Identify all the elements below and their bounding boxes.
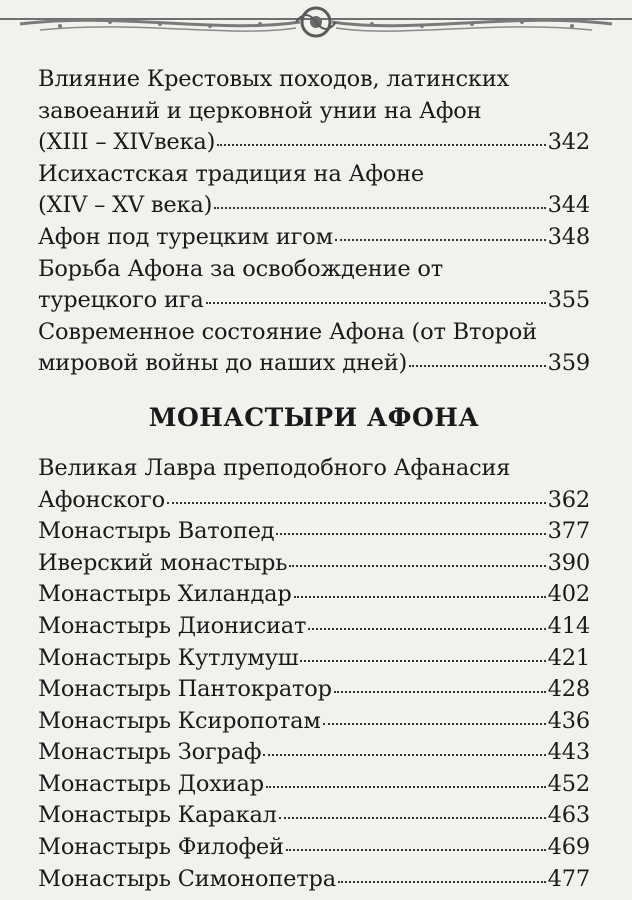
page-number: 355 — [547, 287, 590, 314]
dot-leader — [300, 660, 545, 662]
toc-entry[interactable] — [38, 159, 590, 222]
page-number: 390 — [547, 549, 590, 576]
toc-entry-title-line: Афон под турецким игом — [38, 223, 333, 250]
toc-entry-title-line: Монастырь Филофей — [38, 834, 284, 861]
toc-entry[interactable] — [38, 832, 590, 864]
page-number: 362 — [547, 486, 590, 513]
toc-entry-leader-line — [38, 611, 590, 643]
dot-leader — [409, 365, 546, 367]
toc-entry-leader-line — [38, 548, 590, 580]
dot-leader — [276, 533, 545, 535]
toc-entry-title-line: Монастырь Дионисиат — [38, 612, 307, 639]
toc-entry[interactable] — [38, 611, 590, 643]
toc-entry-title-line: Монастырь Ватопед — [38, 518, 275, 545]
page-number: 377 — [547, 518, 590, 545]
page-number: 469 — [547, 834, 590, 861]
toc-entry-title-line: Великая Лавра преподобного Афанасия — [38, 454, 511, 481]
page-number: 359 — [547, 350, 590, 377]
toc-entry[interactable] — [38, 254, 590, 317]
toc-entry-leader-line — [38, 485, 590, 517]
toc-entry[interactable] — [38, 516, 590, 548]
page-number: 414 — [547, 612, 590, 639]
dot-leader — [263, 754, 545, 756]
dot-leader — [217, 144, 545, 146]
page-number: 421 — [547, 644, 590, 671]
toc-entry-title-line: Борьба Афона за освобождение от — [38, 255, 444, 282]
toc-entry[interactable] — [38, 222, 590, 254]
toc-entry-title-line: Монастырь Дохиар — [38, 770, 264, 797]
toc-entry-title-line: Монастырь Ксиропотам — [38, 707, 321, 734]
toc-entry-title-line: Монастырь Зограф — [38, 739, 262, 766]
dot-leader — [334, 691, 546, 693]
toc-entry-leader-line — [38, 190, 590, 222]
toc-entry-leader-line — [38, 674, 590, 706]
page-number: 402 — [547, 581, 590, 608]
page-number: 463 — [547, 802, 590, 829]
dot-leader — [294, 596, 546, 598]
toc-entry-title-line: Исихастская традиция на Афоне — [38, 160, 424, 187]
toc-entry-title-line: мировой войны до наших дней) — [38, 350, 408, 377]
toc-entry-title-line: Влияние Крестовых походов, латинских — [38, 66, 510, 92]
toc-entry-title-line: Монастырь Хиландар — [38, 581, 292, 608]
toc-entry-leader-line — [38, 222, 590, 254]
toc-entry-title-line: турецкого ига — [38, 287, 204, 314]
toc-entry-title-line: Монастырь Кутлумуш — [38, 644, 299, 671]
toc-entry-leader-line — [38, 706, 590, 738]
page-number: 477 — [547, 865, 590, 892]
toc-entry[interactable] — [38, 737, 590, 769]
dot-leader — [338, 881, 546, 883]
toc-entry-leader-line — [38, 800, 590, 832]
toc-entry[interactable] — [38, 800, 590, 832]
toc-entry[interactable] — [38, 674, 590, 706]
toc-entry-leader-line — [38, 769, 590, 801]
toc-entry[interactable] — [38, 64, 590, 159]
toc-entry[interactable] — [38, 769, 590, 801]
dot-leader — [286, 849, 546, 851]
toc-entry[interactable] — [38, 706, 590, 738]
toc-entry-leader-line — [38, 643, 590, 675]
page-number: 443 — [547, 739, 590, 766]
toc-entry-leader-line — [38, 285, 590, 317]
page-number: 342 — [547, 129, 590, 156]
page-number: 436 — [547, 707, 590, 734]
toc-entry-title-line: Монастырь Симонопетра — [38, 865, 336, 892]
toc-entry-title-line: Афонского — [38, 486, 165, 513]
decorative-header-ornament-icon — [0, 0, 632, 50]
toc-entry-title-line: Иверский монастырь — [38, 549, 288, 576]
toc-entry-title-line: завоеаний и церковной унии на Афон — [38, 97, 482, 124]
dot-leader — [266, 786, 546, 788]
dot-leader — [323, 723, 546, 725]
dot-leader — [206, 302, 546, 304]
dot-leader — [308, 628, 545, 630]
toc-section-monasteries — [38, 453, 590, 895]
toc-entry-leader-line — [38, 127, 590, 159]
toc-entry-leader-line — [38, 737, 590, 769]
page-number: 348 — [547, 223, 590, 250]
toc-entry-leader-line — [38, 348, 590, 380]
table-of-contents — [38, 64, 590, 895]
toc-entry-title-line: Современное состояние Афона (от Второй — [38, 318, 537, 345]
toc-entry-leader-line — [38, 864, 590, 896]
dot-leader — [289, 565, 545, 567]
toc-entry-title-line: (XIII – XIVвека) — [38, 129, 216, 156]
page-number: 452 — [547, 770, 590, 797]
toc-entry-title-line: Монастырь Каракал — [38, 802, 277, 829]
toc-entry-title-line: (XIV – XV века) — [38, 192, 213, 219]
toc-entry[interactable] — [38, 579, 590, 611]
dot-leader — [167, 502, 546, 504]
section-heading: МОНАСТЫРИ АФОНА — [148, 402, 480, 432]
toc-entry[interactable] — [38, 453, 590, 516]
toc-entry-title-line: Монастырь Пантократор — [38, 676, 332, 703]
page-number: 344 — [547, 192, 590, 219]
toc-entry[interactable] — [38, 643, 590, 675]
dot-leader — [279, 817, 546, 819]
toc-entry-leader-line — [38, 832, 590, 864]
dot-leader — [335, 239, 546, 241]
toc-section-history — [38, 64, 590, 380]
toc-entry-leader-line — [38, 579, 590, 611]
toc-entry[interactable] — [38, 548, 590, 580]
toc-entry[interactable] — [38, 864, 590, 896]
dot-leader — [214, 207, 545, 209]
toc-entry[interactable] — [38, 317, 590, 380]
toc-entry-leader-line — [38, 516, 590, 548]
page-number: 428 — [547, 676, 590, 703]
